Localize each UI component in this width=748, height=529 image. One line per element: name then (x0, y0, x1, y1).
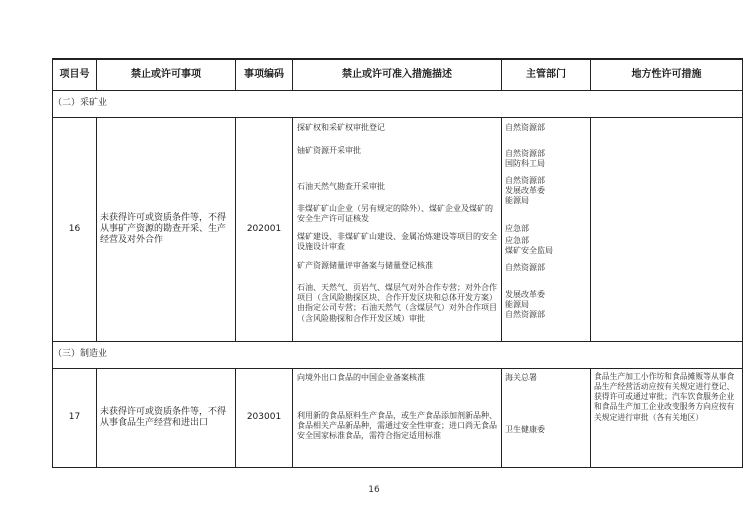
page-number: 16 (368, 485, 380, 495)
department-item: 应急部 (505, 224, 529, 233)
measure-item: 煤矿建设、非煤矿矿山建设、金属冶炼建设等项目的安全设施设计审查 (297, 232, 497, 252)
row-departments (502, 118, 591, 342)
table-row (53, 369, 743, 468)
header-project-no: 项目号 (53, 59, 97, 91)
header-measure: 禁止或许可准入措施描述 (293, 59, 502, 91)
row-measures (293, 369, 502, 468)
measure-item: 矿产资源储量评审备案与储量登记核准 (297, 261, 433, 270)
row-project-no: 17 (53, 369, 97, 468)
measure-item: 石油、天然气、页岩气、煤层气对外合作专营；对外合作项目（含风险勘探区块、合作开发区块和总体开发方案）由指定公司专营；石油天然气（含煤层气）对外合作项目（含风险勘探和合作开发区域）审批 (297, 283, 497, 323)
row-code: 203001 (236, 369, 293, 468)
table-header-row (53, 59, 743, 91)
measure-item: 铀矿资源开采审批 (297, 146, 361, 155)
measure-item: 探矿权和采矿权审批登记 (297, 123, 385, 132)
section-title: （二）采矿业 (53, 91, 743, 118)
department-item: 自然资源部 国防科工局 (505, 149, 545, 169)
header-item: 禁止或许可事项 (97, 59, 236, 91)
section-title: （三）制造业 (53, 342, 743, 369)
measure-item: 非煤矿矿山企业（另有规定的除外）、煤矿企业及煤矿的安全生产许可证核发 (297, 204, 493, 224)
department-item: 卫生健康委 (505, 425, 545, 434)
department-item: 自然资源部 (505, 263, 545, 272)
header-department: 主管部门 (502, 59, 591, 91)
row-departments (502, 369, 591, 468)
header-code: 事项编码 (236, 59, 293, 91)
row-local-measure (591, 118, 743, 342)
row-item: 未获得许可或资质条件等，不得从事食品生产经营和进出口 (97, 369, 236, 468)
row-code: 202001 (236, 118, 293, 342)
department-item: 发展改革委 能源局 自然资源部 (505, 290, 545, 320)
negative-list-table (52, 58, 743, 468)
section-row-manufacturing (53, 342, 743, 369)
department-item: 应急部 煤矿安全监局 (505, 236, 553, 256)
row-project-no: 16 (53, 118, 97, 342)
department-item: 自然资源部 发展改革委 能源局 (505, 176, 545, 206)
local-measure-text: 食品生产加工小作坊和食品摊贩等从事食品生产经营活动应按有关规定进行登记、获得许可或通过审批；汽车饮食服务企业和食品生产加工企业改变服务方向应按有关规定进行审批（各有关地区） (594, 372, 735, 422)
department-item: 自然资源部 (505, 123, 545, 132)
measure-item: 利用新的食品原料生产食品，或生产食品添加剂新品种、食品相关产品新品种，需通过安全性审查；进口尚无食品安全国家标准食品，需符合指定适用标准 (297, 411, 497, 441)
section-row-mining (53, 91, 743, 118)
header-local-measure: 地方性许可措施 (591, 59, 743, 91)
row-item: 未获得许可或资质条件等，不得从事矿产资源的勘查开采、生产经营及对外合作 (97, 118, 236, 342)
department-item: 海关总署 (505, 373, 537, 382)
measure-item: 向境外出口食品的中国企业备案核准 (297, 373, 425, 382)
row-measures (293, 118, 502, 342)
measure-item: 石油天然气勘查开采审批 (297, 182, 385, 191)
table-row (53, 118, 743, 342)
row-local-measure (591, 369, 743, 468)
